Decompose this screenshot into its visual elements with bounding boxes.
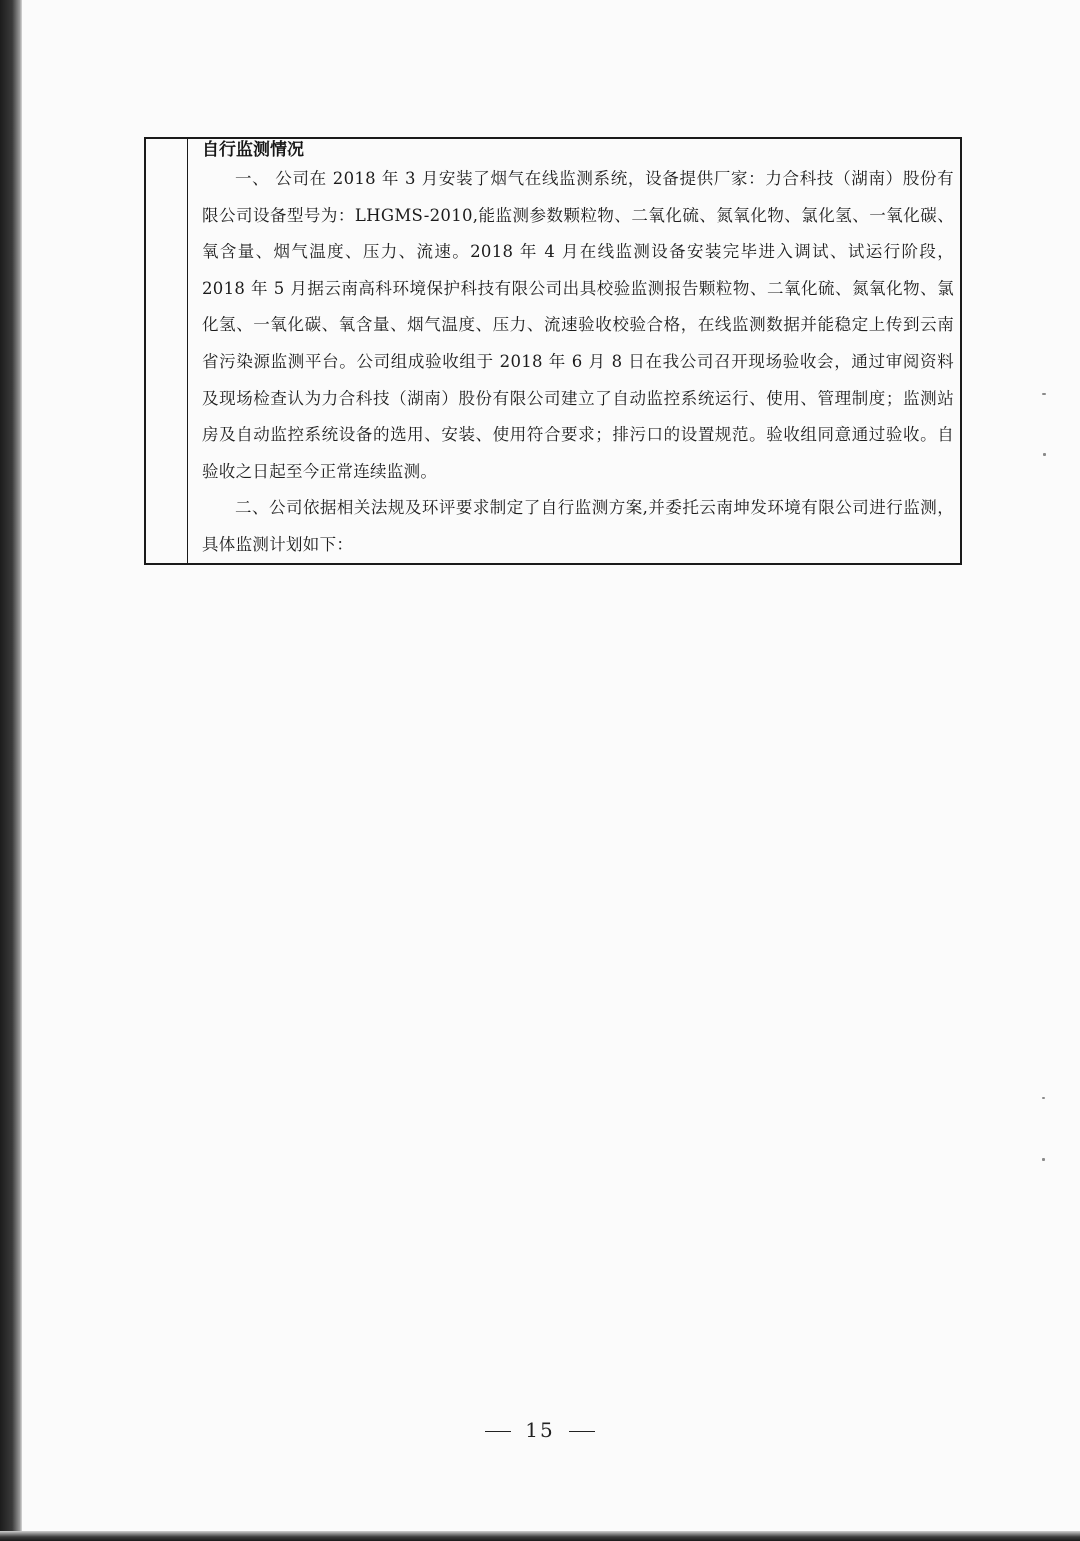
page-number-dash-left: [485, 1431, 511, 1433]
table-content-cell: [188, 139, 960, 563]
table-label-column: [146, 139, 188, 563]
paragraph-2: 二、公司依据相关法规及环评要求制定了自行监测方案,并委托云南坤发环境有限公司进行监测，具体监测计划如下：: [202, 498, 954, 554]
page-number-dash-right: [569, 1431, 595, 1433]
scan-speck: [1042, 393, 1046, 395]
monitoring-table: [144, 137, 962, 565]
page-number: 15: [525, 1418, 555, 1442]
scan-bottom-edge-shadow: [0, 1531, 1080, 1541]
scan-speck: [1042, 1158, 1045, 1161]
scan-speck: [1043, 453, 1046, 456]
scan-left-edge-shadow: [0, 0, 22, 1541]
scan-speck: [1042, 1097, 1045, 1099]
paragraph-1: 一、 公司在 2018 年 3 月安装了烟气在线监测系统，设备提供厂家：力合科技（湖南）股份有限公司设备型号为：LHGMS-2010,能监测参数颗粒物、二氧化硫、氮氧化物、氯化氢、一氧化碳、氧含量、烟气温度、压力、流速。2018 年 4 月在线监测设备安装完毕进入调试、试运行阶段，2018 年 5 月据云南高科环境保护科技有限公司出具校验监测报告颗粒物、二氧化硫、氮氧化物、氯化氢、一氧化碳、氧含量、烟气温度、压力、流速验收校验合格，在线监测数据并能稳定上传到云南省污染源监测平台。公司组成验收组于 2018 年 6 月 8 日在我公司召开现场验收会，通过审阅资料及现场检查认为力合科技（湖南）股份有限公司建立了自动监控系统运行、使用、管理制度；监测站房及自动监控系统设备的选用、安装、使用符合要求；排污口的设置规范。验收组同意通过验收。自验收之日起至今正常连续监测。: [202, 169, 954, 481]
page-footer: [0, 1418, 1080, 1442]
section-title: 自行监测情况: [202, 140, 304, 160]
